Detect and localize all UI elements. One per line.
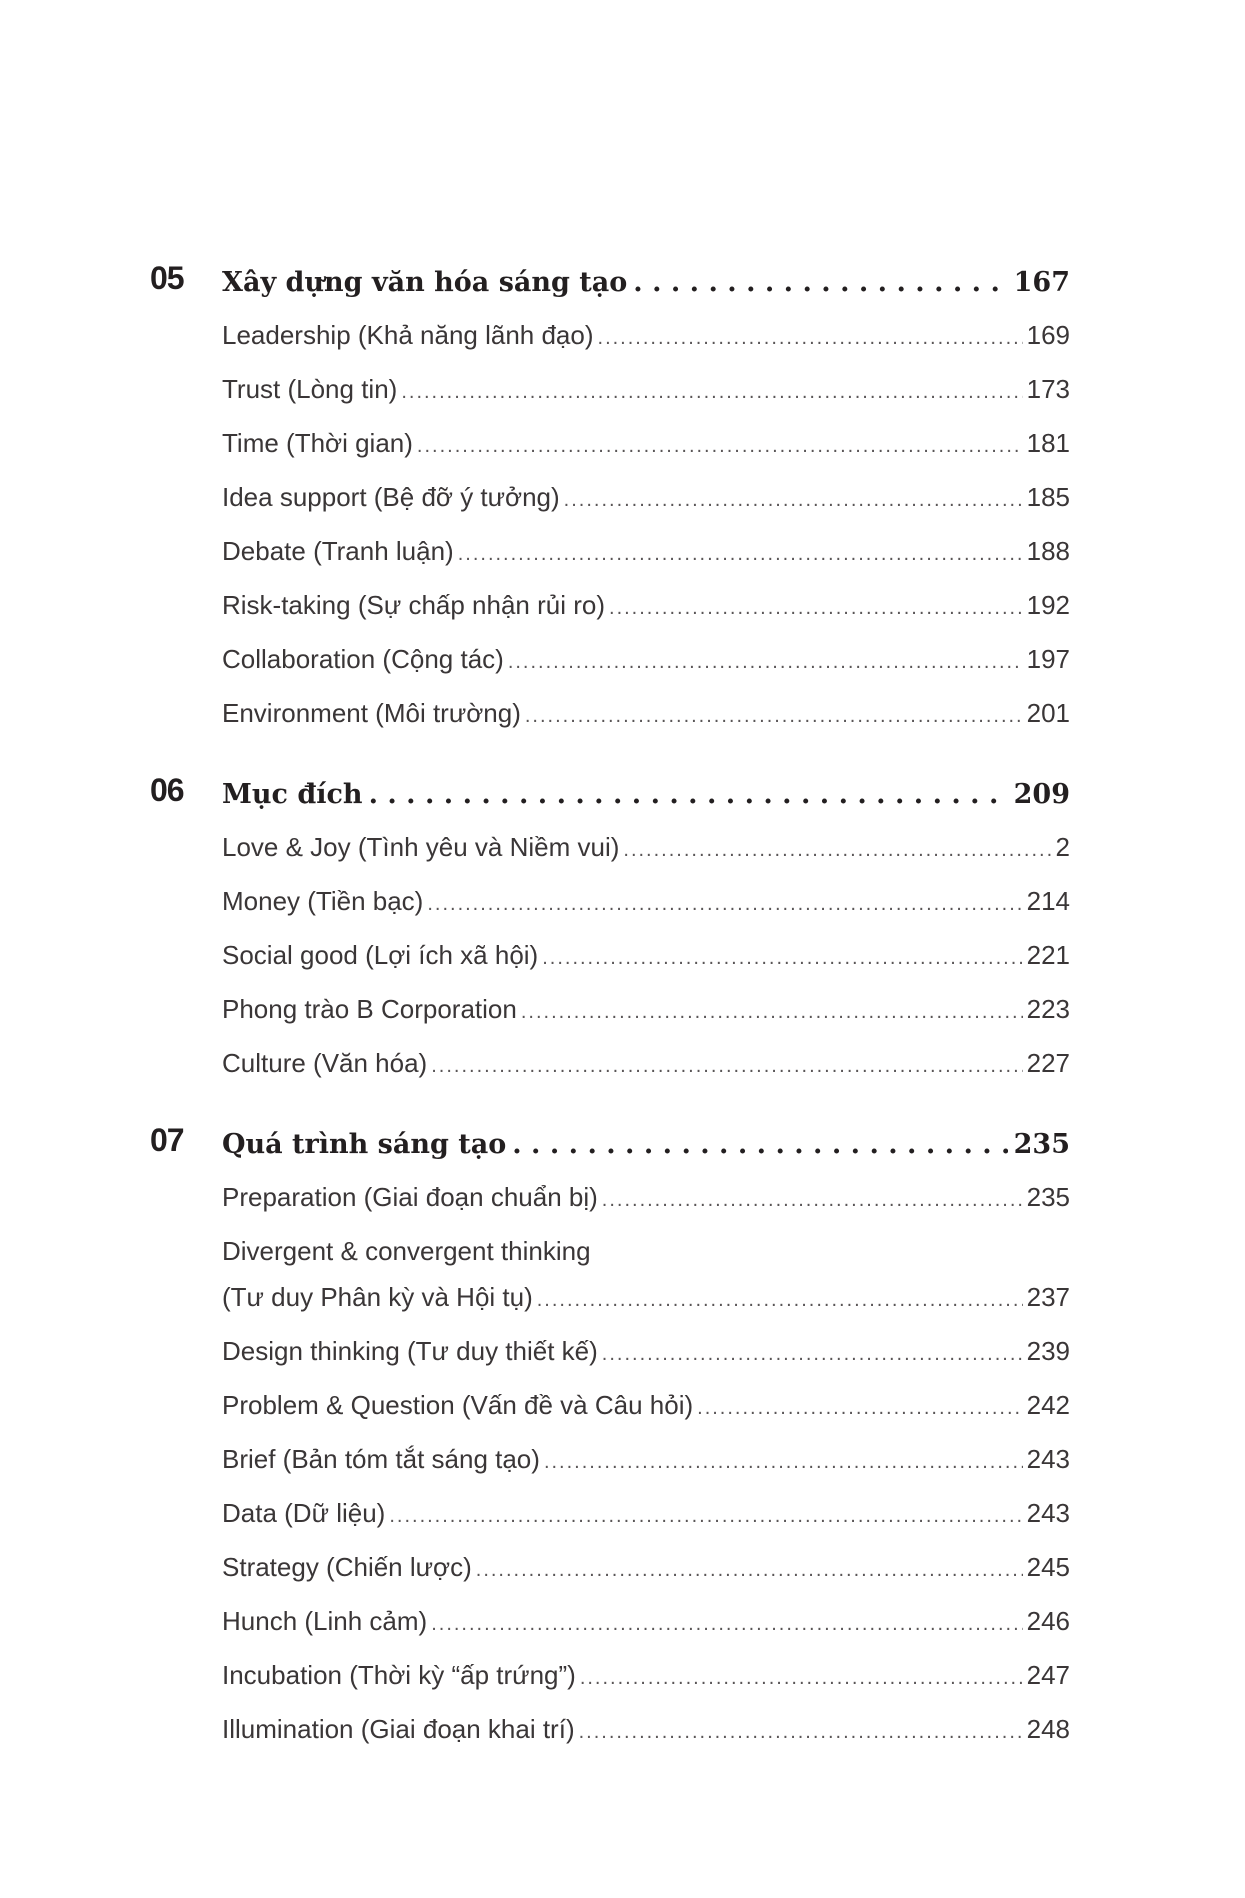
toc-entry[interactable]: [222, 1378, 1070, 1432]
entry-label: Problem & Question (Vấn đề và Câu hỏi): [222, 1390, 694, 1420]
entry-page-number: 245: [1026, 1552, 1070, 1582]
chapter-heading[interactable]: [150, 1114, 1070, 1170]
chapter-entries: [222, 308, 1070, 740]
entry-label: Environment (Môi trường): [222, 698, 521, 728]
entry-label: (Tư duy Phân kỳ và Hội tụ): [222, 1282, 533, 1312]
dot-leader: [389, 1489, 1022, 1543]
entry-label: Debate (Tranh luận): [222, 536, 454, 566]
toc-entry-multiline[interactable]: [222, 1224, 1070, 1324]
toc-entry-line2: [222, 1270, 1070, 1324]
entry-label: Money (Tiền bạc): [222, 886, 424, 916]
toc-entry[interactable]: [222, 362, 1070, 416]
toc-entry[interactable]: [222, 874, 1070, 928]
entry-page-number: 243: [1026, 1444, 1070, 1474]
entry-page-number: 185: [1026, 482, 1070, 512]
chapter-heading[interactable]: [150, 764, 1070, 820]
entry-page-number: 227: [1026, 1048, 1070, 1078]
dot-leader: [697, 1381, 1022, 1435]
entry-page-number: 181: [1026, 428, 1070, 458]
dot-leader: [602, 1327, 1023, 1381]
toc-entry[interactable]: [222, 1170, 1070, 1224]
dot-leader: [564, 473, 1023, 527]
chapter-page-number: 167: [1013, 267, 1070, 298]
dot-leader: [401, 365, 1022, 419]
toc-entry[interactable]: [222, 928, 1070, 982]
toc-entry[interactable]: [222, 1648, 1070, 1702]
dot-leader: [417, 419, 1023, 473]
dot-leader: [602, 1173, 1023, 1227]
chapter-05: [150, 252, 1070, 740]
entry-page-number: 239: [1026, 1336, 1070, 1366]
dot-leader: [598, 311, 1023, 365]
entry-label: Strategy (Chiến lược): [222, 1552, 472, 1582]
entry-page-number: 173: [1026, 374, 1070, 404]
chapter-title: Quá trình sáng tạo: [222, 1129, 507, 1160]
dot-leader: [609, 581, 1023, 635]
entry-page-number: 242: [1026, 1390, 1070, 1420]
dot-leader: [542, 931, 1022, 985]
dot-leader: [427, 877, 1022, 931]
entry-page-number: 201: [1026, 698, 1070, 728]
entry-label: Brief (Bản tóm tắt sáng tạo): [222, 1444, 540, 1474]
toc-entry[interactable]: [222, 470, 1070, 524]
toc-entry[interactable]: [222, 1432, 1070, 1486]
dot-leader: [580, 1651, 1023, 1705]
entry-label: Risk-taking (Sự chấp nhận rủi ro): [222, 590, 606, 620]
chapter-number: 07: [150, 1122, 184, 1158]
entry-page-number: 197: [1026, 644, 1070, 674]
entry-label: Incubation (Thời kỳ “ấp trứng”): [222, 1660, 576, 1690]
entry-page-number: 188: [1026, 536, 1070, 566]
chapter-title: Mục đích: [222, 779, 363, 810]
dot-leader: [458, 527, 1023, 581]
toc-entry[interactable]: [222, 1036, 1070, 1090]
dot-leader: [431, 1039, 1022, 1093]
chapter-page-number: 235: [1013, 1129, 1070, 1160]
entry-page-number: 192: [1026, 590, 1070, 620]
chapter-07: [150, 1114, 1070, 1756]
entry-label: Culture (Văn hóa): [222, 1048, 428, 1078]
chapter-number: 05: [150, 260, 184, 296]
entry-page-number: 2: [1055, 832, 1070, 862]
entry-page-number: 221: [1026, 940, 1070, 970]
chapter-page-number: 209: [1013, 779, 1070, 810]
entry-label: Love & Joy (Tình yêu và Niềm vui): [222, 832, 620, 862]
entry-label: Preparation (Giai đoạn chuẩn bị): [222, 1182, 598, 1212]
entry-page-number: 223: [1026, 994, 1070, 1024]
dot-leader: [525, 689, 1023, 743]
chapter-06: [150, 764, 1070, 1090]
entry-label-line1: Divergent & convergent thinking: [222, 1236, 591, 1266]
toc-entry[interactable]: [222, 308, 1070, 362]
toc-entry[interactable]: [222, 416, 1070, 470]
dot-leader: [537, 1273, 1023, 1327]
toc-entry[interactable]: [222, 1324, 1070, 1378]
dot-leader: [476, 1543, 1023, 1597]
toc-entry[interactable]: [222, 524, 1070, 578]
toc-entry[interactable]: [222, 578, 1070, 632]
dot-leader: [521, 985, 1023, 1039]
entry-page-number: 169: [1026, 320, 1070, 350]
dot-leader: [579, 1705, 1023, 1759]
dot-leader: [633, 255, 1007, 311]
entry-label: Trust (Lòng tin): [222, 374, 398, 404]
entry-page-number: 237: [1026, 1282, 1070, 1312]
chapter-entries: [222, 1170, 1070, 1756]
chapter-heading[interactable]: [150, 252, 1070, 308]
entry-page-number: 243: [1026, 1498, 1070, 1528]
entry-label: Social good (Lợi ích xã hội): [222, 940, 539, 970]
toc-entry[interactable]: [222, 632, 1070, 686]
entry-label: Hunch (Linh cảm): [222, 1606, 428, 1636]
entry-label: Phong trào B Corporation: [222, 994, 517, 1024]
dot-leader: [512, 1117, 1007, 1173]
chapter-title: Xây dựng văn hóa sáng tạo: [222, 267, 628, 298]
entry-label: Illumination (Giai đoạn khai trí): [222, 1714, 575, 1744]
toc-entry[interactable]: [222, 820, 1070, 874]
toc-entry[interactable]: [222, 982, 1070, 1036]
entry-label: Collaboration (Cộng tác): [222, 644, 504, 674]
entry-page-number: 214: [1026, 886, 1070, 916]
entry-label: Data (Dữ liệu): [222, 1498, 386, 1528]
toc-entry[interactable]: [222, 1540, 1070, 1594]
entry-page-number: 246: [1026, 1606, 1070, 1636]
entry-label: Idea support (Bệ đỡ ý tưởng): [222, 482, 560, 512]
entry-label: Design thinking (Tư duy thiết kế): [222, 1336, 598, 1366]
toc-entry[interactable]: [222, 1486, 1070, 1540]
chapter-number: 06: [150, 772, 184, 808]
toc-entry[interactable]: [222, 1594, 1070, 1648]
entry-page-number: 248: [1026, 1714, 1070, 1744]
dot-leader: [508, 635, 1023, 689]
dot-leader: [623, 823, 1051, 877]
table-of-contents: [150, 252, 1070, 1756]
entry-label: Time (Thời gian): [222, 428, 413, 458]
entry-label: Leadership (Khả năng lãnh đạo): [222, 320, 594, 350]
dot-leader: [369, 767, 1008, 823]
dot-leader: [431, 1597, 1022, 1651]
entry-page-number: 235: [1026, 1182, 1070, 1212]
entry-page-number: 247: [1026, 1660, 1070, 1690]
toc-entry[interactable]: [222, 686, 1070, 740]
chapter-entries: [222, 820, 1070, 1090]
toc-entry[interactable]: [222, 1702, 1070, 1756]
dot-leader: [544, 1435, 1023, 1489]
